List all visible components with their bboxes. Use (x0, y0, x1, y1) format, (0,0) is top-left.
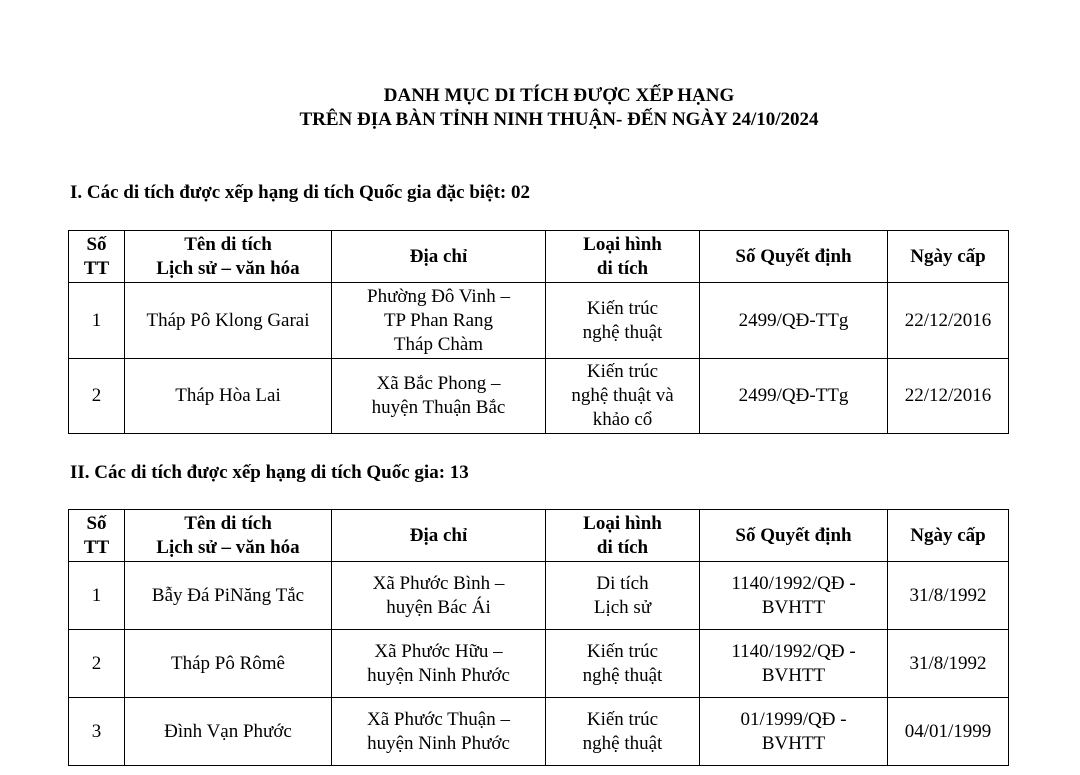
cell-address: Xã Bắc Phong – huyện Thuận Bắc (332, 359, 546, 434)
cell-address: Xã Phước Hữu – huyện Ninh Phước (332, 630, 546, 698)
cell-decision: 1140/1992/QĐ - BVHTT (700, 630, 888, 698)
table-row (69, 359, 1009, 434)
cell-name: Tháp Pô Rômê (125, 630, 332, 698)
cell-type: Kiến trúc nghệ thuật (546, 698, 700, 766)
cell-decision: 2499/QĐ-TTg (700, 359, 888, 434)
cell-address: Phường Đô Vinh – TP Phan Rang Tháp Chàm (332, 283, 546, 359)
cell-date: 04/01/1999 (888, 698, 1009, 766)
cell-date: 31/8/1992 (888, 630, 1009, 698)
table-row (69, 698, 1009, 766)
cell-name: Tháp Hòa Lai (125, 359, 332, 434)
cell-date: 31/8/1992 (888, 562, 1009, 630)
cell-stt: 2 (69, 630, 125, 698)
title-line-2: TRÊN ĐỊA BÀN TỈNH NINH THUẬN- ĐẾN NGÀY 24/10/2024 (299, 109, 819, 130)
cell-type: Kiến trúc nghệ thuật (546, 630, 700, 698)
table-row (69, 562, 1009, 630)
cell-name: Đình Vạn Phước (125, 698, 332, 766)
table-header-row (69, 510, 1009, 562)
table-row (69, 283, 1009, 359)
special-national-relics-table (68, 230, 1009, 434)
header-stt: Số TT (69, 510, 125, 562)
header-stt: Số TT (69, 231, 125, 283)
header-address: Địa chỉ (332, 510, 546, 562)
header-type: Loại hình di tích (546, 231, 700, 283)
cell-stt: 1 (69, 562, 125, 630)
table-header-row (69, 231, 1009, 283)
table-row (69, 630, 1009, 698)
cell-decision: 2499/QĐ-TTg (700, 283, 888, 359)
cell-type: Kiến trúc nghệ thuật và khảo cổ (546, 359, 700, 434)
cell-stt: 2 (69, 359, 125, 434)
header-decision: Số Quyết định (700, 510, 888, 562)
cell-address: Xã Phước Thuận – huyện Ninh Phước (332, 698, 546, 766)
header-date: Ngày cấp (888, 231, 1009, 283)
cell-decision: 1140/1992/QĐ - BVHTT (700, 562, 888, 630)
cell-type: Di tích Lịch sử (546, 562, 700, 630)
cell-type: Kiến trúc nghệ thuật (546, 283, 700, 359)
header-name: Tên di tích Lịch sử – văn hóa (125, 231, 332, 283)
header-name: Tên di tích Lịch sử – văn hóa (125, 510, 332, 562)
cell-date: 22/12/2016 (888, 283, 1009, 359)
title-line-1: DANH MỤC DI TÍCH ĐƯỢC XẾP HẠNG (383, 85, 735, 106)
national-relics-table (68, 509, 1009, 766)
document-title (0, 84, 1080, 132)
cell-address: Xã Phước Bình – huyện Bác Ái (332, 562, 546, 630)
section-2-heading: II. Các di tích được xếp hạng di tích Quốc gia: 13 (70, 462, 469, 483)
header-address: Địa chỉ (332, 231, 546, 283)
header-type: Loại hình di tích (546, 510, 700, 562)
cell-stt: 3 (69, 698, 125, 766)
cell-stt: 1 (69, 283, 125, 359)
header-decision: Số Quyết định (700, 231, 888, 283)
cell-date: 22/12/2016 (888, 359, 1009, 434)
section-1-heading: I. Các di tích được xếp hạng di tích Quốc gia đặc biệt: 02 (70, 182, 530, 203)
cell-name: Bẫy Đá PiNăng Tắc (125, 562, 332, 630)
cell-name: Tháp Pô Klong Garai (125, 283, 332, 359)
header-date: Ngày cấp (888, 510, 1009, 562)
cell-decision: 01/1999/QĐ - BVHTT (700, 698, 888, 766)
